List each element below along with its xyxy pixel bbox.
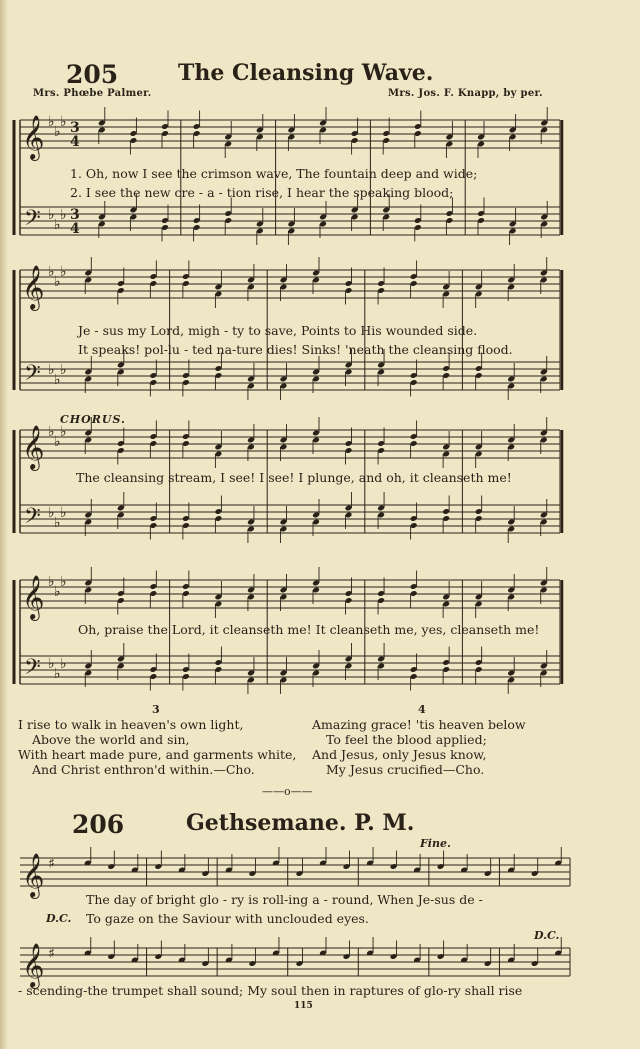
bass-clef: 𝄢 — [24, 206, 41, 236]
flat-sign: ♭ — [54, 372, 61, 388]
flat-sign: ♭ — [54, 666, 61, 682]
flat-sign: ♭ — [48, 656, 55, 672]
flat-sign: ♭ — [60, 574, 67, 590]
hymn-206-lyric-line3: - scending-the trumpet shall sound; My soul then in raptures of glo-ry shall rise — [18, 983, 523, 998]
hymn-divider: ——o—— — [262, 785, 313, 798]
dc-mark-left: D.C. — [46, 912, 72, 925]
treble-clef: 𝄞 — [22, 575, 45, 619]
bass-clef: 𝄢 — [24, 361, 41, 391]
sharp-sign: ♯ — [48, 946, 55, 962]
treble-clef: 𝄞 — [22, 425, 45, 469]
verse-4-number: 4 — [418, 703, 426, 716]
hymn-206-title: Gethsemane. P. M. — [186, 810, 415, 836]
flat-sign: ♭ — [60, 207, 67, 223]
flat-sign: ♭ — [60, 114, 67, 130]
time-signature: 3 — [70, 207, 80, 223]
treble-clef: 𝄞 — [22, 943, 45, 987]
flat-sign: ♭ — [48, 505, 55, 521]
chorus-lyric-line2: Oh, praise the Lord, it cleanseth me! It cleanseth me, yes, cleanseth me! — [78, 622, 540, 637]
verse-3-line: With heart made pure, and garments white, — [18, 747, 297, 762]
bass-clef: 𝄢 — [24, 504, 41, 534]
verse-4-line: To feel the blood applied; — [326, 732, 487, 747]
flat-sign: ♭ — [54, 515, 61, 531]
verse-3-line: Above the world and sin, — [32, 732, 190, 747]
hymn-205-title: The Cleansing Wave. — [178, 60, 434, 86]
verse-4-line: Amazing grace! 'tis heaven below — [312, 717, 526, 732]
flat-sign: ♭ — [48, 362, 55, 378]
flat-sign: ♭ — [48, 424, 55, 440]
treble-clef: 𝄞 — [22, 853, 45, 897]
verse-4-line: And Jesus, only Jesus know, — [312, 747, 487, 762]
time-signature: 4 — [70, 221, 80, 237]
verse-3-line: I rise to walk in heaven's own light, — [18, 717, 244, 732]
music-credit: Mrs. Jos. F. Knapp, by per. — [388, 88, 543, 99]
chorus-label: CHORUS. — [60, 413, 126, 426]
lyric-s1-verse2: 2. I see the new cre - a - tion rise, I hear the speaking blood; — [70, 185, 454, 200]
words-credit: Mrs. Phœbe Palmer. — [33, 88, 152, 99]
hymn-205-number: 205 — [66, 60, 119, 89]
flat-sign: ♭ — [60, 264, 67, 280]
flat-sign: ♭ — [60, 424, 67, 440]
flat-sign: ♭ — [54, 217, 61, 233]
flat-sign: ♭ — [48, 114, 55, 130]
dc-mark-right: D.C. — [534, 929, 560, 942]
verse-4-line: My Jesus crucified—Cho. — [326, 762, 485, 777]
flat-sign: ♭ — [48, 207, 55, 223]
hymn-206-lyric-line1: The day of bright glo - ry is roll-ing a - round, When Je-sus de - — [86, 892, 483, 907]
bass-clef: 𝄢 — [24, 655, 41, 685]
lyric-s2-verse2: It speaks! pol-lu - ted na-ture dies! Sinks! 'neath the cleansing flood. — [78, 342, 513, 357]
chorus-lyric-line1: The cleansing stream, I see! I see! I plunge, and oh, it cleanseth me! — [76, 470, 512, 485]
flat-sign: ♭ — [60, 362, 67, 378]
flat-sign: ♭ — [48, 574, 55, 590]
flat-sign: ♭ — [60, 656, 67, 672]
flat-sign: ♭ — [54, 124, 61, 140]
flat-sign: ♭ — [54, 434, 61, 450]
treble-clef: 𝄞 — [22, 265, 45, 309]
flat-sign: ♭ — [48, 264, 55, 280]
treble-clef: 𝄞 — [22, 115, 45, 159]
hymn-206-number: 206 — [72, 810, 125, 839]
hymn-206-lyric-line2: To gaze on the Saviour with unclouded eyes. — [86, 911, 369, 926]
sharp-sign: ♯ — [48, 856, 55, 872]
lyric-s2-verse1: Je - sus my Lord, migh - ty to save, Points to His wounded side. — [78, 323, 478, 338]
verse-3-number: 3 — [152, 703, 160, 716]
lyric-s1-verse1: 1. Oh, now I see the crimson wave, The fountain deep and wide; — [70, 166, 478, 181]
flat-sign: ♭ — [60, 505, 67, 521]
verse-3-line: And Christ enthron'd within.—Cho. — [32, 762, 255, 777]
page-number: 115 — [294, 1001, 313, 1011]
flat-sign: ♭ — [54, 584, 61, 600]
time-signature: 4 — [70, 134, 80, 150]
fine-mark: Fine. — [420, 837, 451, 850]
flat-sign: ♭ — [54, 274, 61, 290]
time-signature: 3 — [70, 120, 80, 136]
